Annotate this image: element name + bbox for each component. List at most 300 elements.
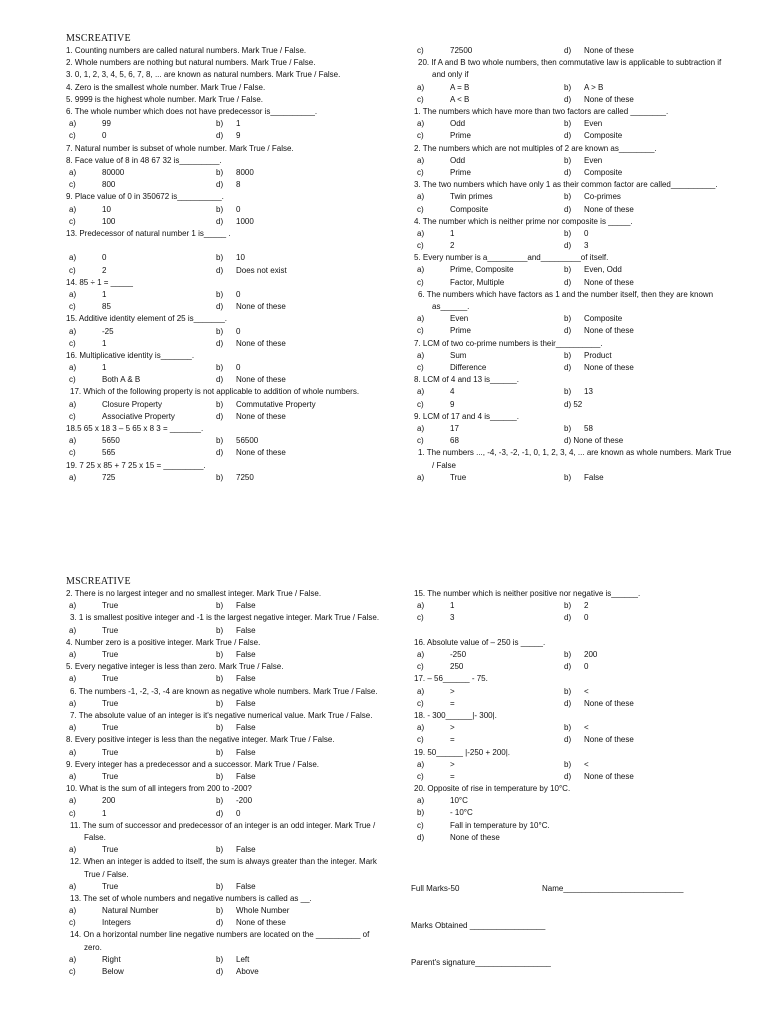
option-letter[interactable]: d)	[216, 967, 224, 977]
question-text: 8. LCM of 4 and 13 is______.	[414, 375, 519, 385]
option-letter[interactable]: b)	[216, 168, 224, 177]
option-letter[interactable]: c)	[69, 338, 76, 348]
marks-obtained-field[interactable]: Marks Obtained _________________	[411, 921, 546, 930]
answer-options-row	[414, 423, 734, 435]
option-text[interactable]: 9	[236, 131, 241, 141]
option-letter[interactable]: a)	[417, 759, 425, 769]
option-letter[interactable]: a)	[69, 723, 77, 733]
option-text[interactable]: Composite	[584, 314, 623, 324]
option-letter[interactable]: b)	[216, 204, 224, 214]
option-text[interactable]: True	[102, 881, 119, 891]
option-text[interactable]: Does not exist	[236, 265, 287, 275]
question-text: 9. Every integer has a predecessor and a successor. Mark True / False.	[66, 759, 320, 769]
option-letter[interactable]: c)	[417, 771, 424, 781]
option-letter[interactable]: a)	[69, 326, 77, 336]
option-text[interactable]: 5650	[102, 436, 120, 446]
option-text[interactable]: None of these	[584, 46, 634, 55]
option-letter[interactable]: d)	[564, 204, 572, 214]
question-text: 8. Face value of 8 in 48 67 32 is_________.	[66, 155, 222, 165]
option-text[interactable]: True	[102, 649, 119, 659]
option-text[interactable]: Right	[102, 954, 121, 964]
option-text[interactable]: 0	[584, 228, 589, 238]
option-text[interactable]: False	[236, 771, 256, 781]
option-text[interactable]: Even	[584, 119, 603, 129]
option-letter[interactable]: a)	[417, 155, 425, 165]
option-letter[interactable]: d)	[216, 448, 224, 458]
option-letter[interactable]: c)	[69, 131, 76, 141]
option-text[interactable]: False	[236, 881, 256, 891]
option-text[interactable]: 1	[102, 338, 107, 348]
option-letter[interactable]: a)	[69, 119, 77, 129]
option-letter[interactable]: c)	[417, 698, 424, 708]
option-text[interactable]: None of these	[584, 698, 634, 708]
answer-options-row	[414, 649, 734, 661]
option-letter[interactable]: b)	[216, 845, 224, 855]
option-letter[interactable]: b)	[417, 808, 425, 818]
option-text[interactable]: False	[236, 649, 256, 659]
answer-options-row	[66, 399, 386, 411]
option-letter[interactable]: d)	[216, 216, 224, 226]
option-text[interactable]: Co-primes	[584, 192, 621, 202]
option-letter[interactable]: d)	[216, 131, 224, 141]
option-text[interactable]: 800	[102, 180, 116, 190]
option-letter[interactable]: d)	[564, 277, 572, 287]
option-text[interactable]: None of these	[236, 375, 286, 385]
option-text[interactable]: False	[236, 845, 256, 855]
option-text[interactable]: Below	[102, 967, 124, 977]
option-text[interactable]: Commutative Property	[236, 399, 316, 409]
option-letter[interactable]: b)	[564, 82, 572, 92]
option-text[interactable]: Sum	[450, 350, 467, 360]
option-text[interactable]: 200	[102, 796, 116, 806]
option-letter[interactable]: a)	[417, 265, 425, 275]
option-letter[interactable]: b)	[216, 289, 224, 299]
option-letter[interactable]: b)	[216, 954, 224, 964]
option-letter[interactable]: d)	[216, 375, 224, 385]
option-text[interactable]: True	[102, 698, 119, 708]
option-letter[interactable]: b)	[216, 625, 224, 635]
answer-options-row	[414, 167, 734, 179]
option-letter[interactable]: b)	[564, 723, 572, 733]
option-letter[interactable]: c)	[417, 326, 424, 336]
question-text: 7. The absolute value of an integer is it's negative numerical value. Mark True / False.	[70, 710, 373, 720]
option-letter[interactable]: b)	[216, 601, 224, 611]
option-letter[interactable]: b)	[564, 119, 572, 129]
option-letter[interactable]: c)	[417, 399, 424, 409]
option-text[interactable]: <	[584, 723, 589, 733]
option-letter[interactable]: c)	[417, 46, 424, 55]
option-letter[interactable]: d)	[564, 94, 572, 104]
option-text[interactable]: True	[102, 601, 119, 611]
option-letter[interactable]: b)	[216, 649, 224, 659]
option-letter[interactable]: b)	[564, 472, 572, 482]
option-text[interactable]: 10	[236, 253, 245, 263]
option-letter[interactable]: b)	[216, 119, 224, 129]
option-text[interactable]: >	[450, 759, 455, 769]
option-letter[interactable]: d) None of these	[564, 436, 624, 446]
option-text[interactable]: Left	[236, 954, 250, 964]
option-text[interactable]: Fall in temperature by 10°C.	[450, 820, 550, 830]
option-text[interactable]: None of these	[450, 832, 500, 842]
question-text: 1. The numbers ..., -4, -3, -2, -1, 0, 1, 2, 3, 4, ... are known as whole numbers. Mark True / False	[418, 448, 732, 470]
option-text[interactable]: Composite	[584, 131, 623, 141]
option-letter[interactable]: b)	[564, 265, 572, 275]
option-text[interactable]: 7250	[236, 472, 254, 482]
option-text[interactable]: 3	[450, 613, 455, 623]
option-text[interactable]: 56500	[236, 436, 259, 446]
option-letter[interactable]: a)	[417, 350, 425, 360]
option-letter[interactable]: b)	[564, 424, 572, 433]
option-letter[interactable]: c)	[417, 167, 424, 177]
option-text[interactable]: Prime	[450, 131, 471, 141]
option-letter[interactable]: c)	[69, 302, 76, 312]
option-letter[interactable]: b)	[564, 314, 572, 324]
option-text[interactable]: 68	[450, 436, 459, 446]
option-letter[interactable]: a)	[417, 192, 425, 202]
option-text[interactable]: <	[584, 686, 589, 696]
option-text[interactable]: Twin primes	[450, 192, 493, 202]
option-letter[interactable]: a)	[417, 119, 425, 129]
option-text[interactable]: =	[450, 735, 455, 745]
option-text[interactable]: -250	[450, 649, 467, 659]
question-text: 10. What is the sum of all integers from 200 to -200?	[66, 784, 252, 794]
option-letter[interactable]: a)	[69, 204, 77, 214]
option-letter[interactable]: b)	[564, 649, 572, 659]
option-letter[interactable]: a)	[69, 399, 77, 409]
option-letter[interactable]: d)	[564, 241, 572, 251]
option-text[interactable]: Both A & B	[102, 375, 141, 385]
option-text[interactable]: Associative Property	[102, 411, 175, 421]
option-text[interactable]: Even	[584, 155, 603, 165]
option-text[interactable]: Integers	[102, 918, 131, 928]
option-text[interactable]: True	[102, 625, 119, 635]
name-field[interactable]: Name___________________________	[542, 884, 684, 893]
option-text[interactable]: Product	[584, 350, 612, 360]
question-text: 1. Counting numbers are called natural numbers. Mark True / False.	[66, 46, 307, 55]
option-text[interactable]: Odd	[450, 155, 466, 165]
option-text[interactable]: Even	[450, 314, 469, 324]
option-letter[interactable]: b)	[564, 759, 572, 769]
option-letter[interactable]: a)	[69, 253, 77, 263]
option-text[interactable]: 0	[236, 808, 241, 818]
option-text[interactable]: =	[450, 698, 455, 708]
option-text[interactable]: 0	[102, 131, 107, 141]
option-text[interactable]: A = B	[450, 82, 470, 92]
option-letter[interactable]: a)	[417, 601, 425, 611]
option-letter[interactable]: a)	[69, 674, 77, 684]
option-letter[interactable]: c)	[69, 375, 76, 385]
option-letter[interactable]: d)	[564, 771, 572, 781]
option-text[interactable]: 1	[236, 119, 241, 129]
option-letter[interactable]: c)	[417, 94, 424, 104]
option-letter[interactable]: a)	[69, 625, 77, 635]
answer-options-row	[414, 734, 734, 746]
option-text[interactable]: 1	[102, 289, 107, 299]
option-text[interactable]: >	[450, 686, 455, 696]
option-letter[interactable]: c)	[417, 363, 424, 373]
option-text[interactable]: 1	[102, 808, 107, 818]
option-letter[interactable]: c)	[417, 277, 424, 287]
option-text[interactable]: 0	[236, 204, 241, 214]
option-letter[interactable]: d)	[417, 832, 425, 842]
option-letter[interactable]: b)	[216, 399, 224, 409]
option-text[interactable]: Prime	[450, 167, 471, 177]
option-text[interactable]: None of these	[236, 302, 286, 312]
option-letter[interactable]: a)	[69, 747, 77, 757]
option-text[interactable]: 9	[450, 399, 455, 409]
option-text[interactable]: None of these	[236, 448, 286, 458]
option-letter[interactable]: d)	[564, 326, 572, 336]
option-letter[interactable]: b)	[564, 228, 572, 238]
option-text[interactable]: 0	[584, 613, 589, 623]
option-letter[interactable]: c)	[69, 448, 76, 458]
option-letter[interactable]: b)	[564, 387, 572, 397]
option-text[interactable]: True	[102, 747, 119, 757]
option-text[interactable]: =	[450, 771, 455, 781]
option-text[interactable]: False	[236, 747, 256, 757]
option-letter[interactable]: a)	[69, 906, 77, 916]
option-text[interactable]: False	[236, 601, 256, 611]
option-text[interactable]: -25	[102, 326, 114, 336]
option-letter[interactable]: d)	[564, 613, 572, 623]
option-letter[interactable]: c)	[417, 131, 424, 141]
option-text[interactable]: True	[102, 771, 119, 781]
option-text[interactable]: 0	[102, 253, 107, 263]
option-letter[interactable]: b)	[216, 326, 224, 336]
option-letter[interactable]: a)	[417, 686, 425, 696]
option-text[interactable]: Closure Property	[102, 399, 163, 409]
option-text[interactable]: 8	[236, 180, 241, 190]
option-letter[interactable]: b)	[564, 686, 572, 696]
option-text[interactable]: False	[236, 625, 256, 635]
option-text[interactable]: False	[236, 723, 256, 733]
option-letter[interactable]: a)	[69, 698, 77, 708]
option-letter[interactable]: d)	[216, 180, 224, 190]
option-text[interactable]: Difference	[450, 363, 487, 373]
option-text[interactable]: 725	[102, 472, 116, 482]
option-text[interactable]: None of these	[236, 918, 286, 928]
option-text[interactable]: 2	[584, 601, 589, 611]
answer-options-row	[66, 673, 386, 685]
option-letter[interactable]: a)	[69, 168, 77, 177]
option-text[interactable]: False	[584, 472, 604, 482]
option-text[interactable]: Natural Number	[102, 906, 159, 916]
option-text[interactable]: <	[584, 759, 589, 769]
option-letter[interactable]: d)	[564, 698, 572, 708]
option-text[interactable]: None of these	[236, 338, 286, 348]
option-text[interactable]: A < B	[450, 94, 470, 104]
question-text: 5. Every number is a_________and_________of itself.	[414, 253, 609, 263]
option-letter[interactable]: a)	[417, 314, 425, 324]
option-text[interactable]: 0	[584, 662, 589, 672]
option-text[interactable]: Composite	[584, 167, 623, 177]
option-letter[interactable]: b)	[564, 601, 572, 611]
option-text[interactable]: >	[450, 723, 455, 733]
option-letter[interactable]: d)	[216, 265, 224, 275]
option-letter[interactable]: b)	[216, 674, 224, 684]
option-text[interactable]: Composite	[450, 204, 489, 214]
option-letter[interactable]: d)	[564, 46, 572, 55]
option-text[interactable]: 200	[584, 649, 598, 659]
option-letter[interactable]: b)	[216, 881, 224, 891]
option-text[interactable]: 4	[450, 387, 455, 397]
option-letter[interactable]: d) 52	[564, 399, 583, 409]
option-text[interactable]: None of these	[584, 771, 634, 781]
option-letter[interactable]: b)	[216, 436, 224, 446]
option-letter[interactable]: b)	[216, 796, 224, 806]
option-letter[interactable]: a)	[417, 649, 425, 659]
option-text[interactable]: 250	[450, 662, 464, 672]
option-letter[interactable]: b)	[216, 906, 224, 916]
option-text[interactable]: None of these	[584, 735, 634, 745]
option-text[interactable]: 0	[236, 326, 241, 336]
option-text[interactable]: 10	[102, 204, 111, 214]
option-text[interactable]: Prime	[450, 326, 471, 336]
option-letter[interactable]: c)	[417, 662, 424, 672]
option-text[interactable]: 565	[102, 448, 116, 458]
option-text[interactable]: 0	[236, 289, 241, 299]
option-text[interactable]: 8000	[236, 168, 254, 177]
option-letter[interactable]: c)	[417, 241, 424, 251]
option-letter[interactable]: b)	[564, 155, 572, 165]
option-text[interactable]: 0	[236, 363, 241, 373]
option-letter[interactable]: d)	[216, 302, 224, 312]
option-letter[interactable]: c)	[69, 265, 76, 275]
option-letter[interactable]: c)	[69, 918, 76, 928]
option-letter[interactable]: b)	[216, 363, 224, 373]
option-letter[interactable]: b)	[216, 723, 224, 733]
option-text[interactable]: 1	[102, 363, 107, 373]
answer-options-row	[66, 435, 386, 447]
option-letter[interactable]: b)	[216, 472, 224, 482]
option-text[interactable]: 58	[584, 424, 593, 433]
option-letter[interactable]: c)	[69, 967, 76, 977]
answer-options-row	[66, 301, 386, 313]
option-letter[interactable]: a)	[69, 881, 77, 891]
option-letter[interactable]: b)	[216, 771, 224, 781]
option-text[interactable]: None of these	[584, 363, 634, 373]
option-letter[interactable]: a)	[417, 796, 425, 806]
option-letter[interactable]: d)	[564, 363, 572, 373]
option-letter[interactable]: d)	[216, 338, 224, 348]
option-text[interactable]: False	[236, 698, 256, 708]
option-letter[interactable]: c)	[69, 216, 76, 226]
option-letter[interactable]: a)	[69, 796, 77, 806]
option-letter[interactable]: a)	[417, 424, 425, 433]
answer-options-row	[414, 94, 734, 106]
question-text: 4. The number which is neither prime nor composite is _____.	[414, 216, 633, 226]
option-letter[interactable]: b)	[216, 698, 224, 708]
option-letter[interactable]: a)	[69, 771, 77, 781]
option-letter[interactable]: d)	[216, 411, 224, 421]
parents-signature-field[interactable]: Parent's signature_________________	[411, 958, 551, 967]
option-text[interactable]: 100	[102, 216, 116, 226]
option-text[interactable]: Whole Number	[236, 906, 290, 916]
option-text[interactable]: None of these	[584, 277, 634, 287]
option-letter[interactable]: c)	[417, 820, 424, 830]
option-letter[interactable]: a)	[69, 289, 77, 299]
option-letter[interactable]: a)	[69, 436, 77, 446]
option-letter[interactable]: c)	[69, 411, 76, 421]
option-letter[interactable]: c)	[69, 808, 76, 818]
option-text[interactable]: Odd	[450, 119, 466, 129]
option-text[interactable]: None of these	[584, 326, 634, 336]
option-letter[interactable]: c)	[417, 436, 424, 446]
question-text: 19. 50______ |-250 + 200|.	[414, 747, 511, 757]
option-letter[interactable]: b)	[216, 747, 224, 757]
option-text[interactable]: 13	[584, 387, 593, 397]
option-text[interactable]: True	[450, 472, 467, 482]
option-letter[interactable]: c)	[417, 204, 424, 214]
option-letter[interactable]: a)	[69, 649, 77, 659]
option-text[interactable]: 80000	[102, 168, 125, 177]
option-letter[interactable]: a)	[69, 954, 77, 964]
option-letter[interactable]: a)	[69, 601, 77, 611]
option-letter[interactable]: a)	[69, 363, 77, 373]
option-letter[interactable]: a)	[69, 472, 77, 482]
option-text[interactable]: True	[102, 723, 119, 733]
option-text[interactable]: False	[236, 674, 256, 684]
answer-options-row	[414, 118, 734, 130]
option-letter[interactable]: a)	[417, 228, 425, 238]
question-text: 3. 0, 1, 2, 3, 4, 5, 6, 7, 8, ... are known as natural numbers. Mark True / False.	[66, 70, 341, 80]
option-text[interactable]: 2	[102, 265, 107, 275]
option-letter[interactable]: d)	[564, 735, 572, 745]
option-letter[interactable]: a)	[417, 472, 425, 482]
option-letter[interactable]: a)	[417, 723, 425, 733]
option-text[interactable]: 99	[102, 119, 111, 129]
option-text[interactable]: -200	[236, 796, 253, 806]
option-text[interactable]: 72500	[450, 46, 473, 55]
option-letter[interactable]: c)	[417, 735, 424, 745]
option-text[interactable]: True	[102, 674, 119, 684]
option-text[interactable]: 1000	[236, 216, 254, 226]
option-text[interactable]: A > B	[584, 82, 604, 92]
option-letter[interactable]: c)	[69, 180, 76, 190]
option-letter[interactable]: b)	[564, 192, 572, 202]
option-text[interactable]: Factor, Multiple	[450, 277, 505, 287]
option-letter[interactable]: a)	[417, 387, 425, 397]
option-text[interactable]: Above	[236, 967, 259, 977]
option-text[interactable]: 10°C	[450, 796, 468, 806]
option-letter[interactable]: b)	[564, 350, 572, 360]
option-letter[interactable]: a)	[417, 82, 425, 92]
option-letter[interactable]: d)	[216, 918, 224, 928]
option-letter[interactable]: b)	[216, 253, 224, 263]
option-text[interactable]: 17	[450, 424, 459, 433]
option-text[interactable]: None of these	[584, 204, 634, 214]
option-text[interactable]: 1	[450, 228, 455, 238]
option-text[interactable]: 1	[450, 601, 455, 611]
option-text[interactable]: None of these	[584, 94, 634, 104]
option-letter[interactable]: d)	[564, 167, 572, 177]
option-letter[interactable]: d)	[216, 808, 224, 818]
option-text[interactable]: 3	[584, 241, 589, 251]
option-text[interactable]: - 10°C	[450, 808, 473, 818]
option-text[interactable]: Even, Odd	[584, 265, 622, 275]
option-letter[interactable]: d)	[564, 662, 572, 672]
option-letter[interactable]: c)	[417, 613, 424, 623]
option-text[interactable]: Prime, Composite	[450, 265, 514, 275]
option-text[interactable]: 85	[102, 302, 111, 312]
question-list	[66, 588, 386, 978]
option-letter[interactable]: d)	[564, 131, 572, 141]
option-letter[interactable]: a)	[69, 845, 77, 855]
option-text[interactable]: 2	[450, 241, 455, 251]
question-text: 16. Multiplicative identity is_______.	[66, 350, 195, 360]
option-text[interactable]: None of these	[236, 411, 286, 421]
option-text[interactable]: True	[102, 845, 119, 855]
